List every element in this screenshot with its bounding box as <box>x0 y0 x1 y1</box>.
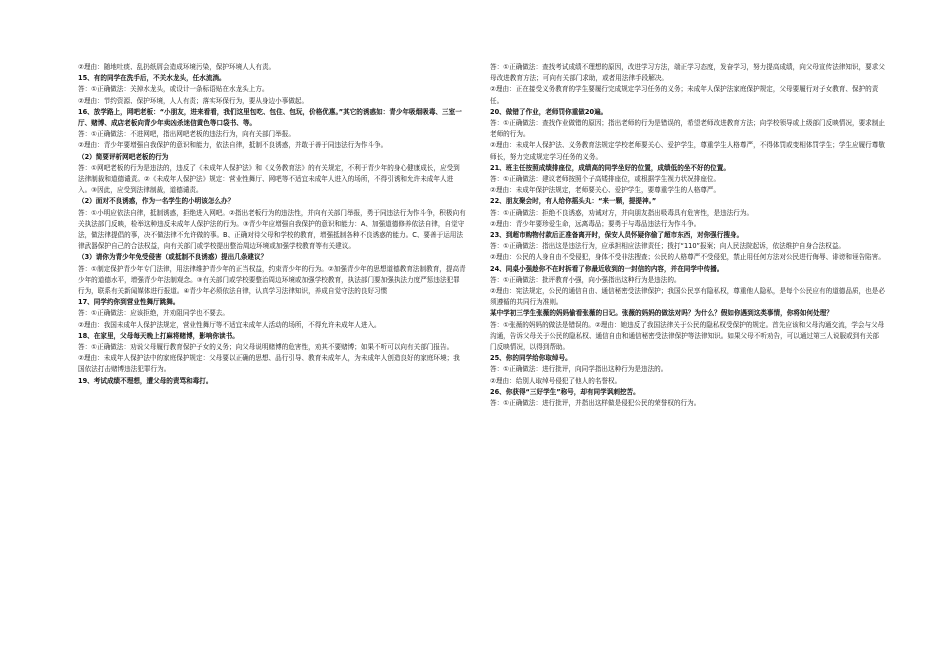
question-heading: 15、有的同学在洗手后，不关水龙头，任水流淌。 <box>78 74 226 83</box>
answer-text: 答：①正确做法：应该拒绝，并劝阻同学也不要去。 <box>78 309 229 318</box>
answer-text: ②理由：未成年保护法规定，老师要关心、爱护学生，要尊重学生的人格尊严。 <box>490 186 721 195</box>
answer-text: 答：①小明应依法自律，抵制诱惑，拒绝进入网吧。②指出老板行为的违法性，并向有关部门举报，勇于同违法行为作斗争，积极向有关执法部门反映，检举这种违反未成年人保护法的行为。③青少年应增强自我保护的意识和能力：A、加强道德修养依法自律，自觉守法，做法律提倡的事，决不做法律不允许做的事。B、正确对待父母和学校的教育，增强抵制各种不良诱惑的能力。C、要善于运用法律武器保护自己的合法权益，向有关部门或学校提出整治周边环境或加强学校教育等有关建议。 <box>78 208 466 251</box>
question-heading: （3）请你为青少年免受侵害（或抵制不良诱惑）提出几条建议？ <box>78 253 268 262</box>
answer-text: 答：①正确做法：建议老师按照个子高矮排座位，或根据学生视力状况排座位。 <box>490 175 721 184</box>
answer-text: 答：①正确做法：进行批评，向同学指出这种行为是违法的。 <box>490 365 668 374</box>
answer-text: ②理由：宪法规定，公民的通信自由、通信秘密受法律保护；我国公民享有隐私权，尊重他人隐私，是每个公民应有的道德品质，也是必须遵循的共同行为准则。 <box>490 287 885 307</box>
question-heading: 17、同学约你到营业性舞厅跳舞。 <box>78 298 180 307</box>
answer-text: 答：①正确做法：查找作业做错的原因；指出老师的行为是错误的，希望老师改进教育方法；向学校领导或上级部门反映情况，要求制止老师的行为。 <box>490 119 885 139</box>
question-heading: 26、你获得“三好学生”称号，却有同学讽刺挖苦。 <box>490 387 640 396</box>
answer-text: 答：①制定保护青少年专门法律，用法律维护青少年的正当权益，约束青少年的行为。②加强青少年的思想道德教育法制教育，提高青少年的道德水平，增强青少年法制观念。③有关部门或学校要整治周边环境或加强学校教育，执法部门要加强执法力度严惩违法犯罪行为，联系有关新闻媒体进行报道。④青少年必须依法自律，认真学习法律知识，养成自觉守法的良好习惯 <box>78 264 466 296</box>
answer-text: 答：①正确做法：指出这是违法行为，应承担相应法律责任；拨打“110”报案；向人民法院起诉，依法维护自身合法权益。 <box>490 242 846 251</box>
question-heading: （2）面对不良诱惑，作为一名学生的小明该怎么办？ <box>78 197 235 206</box>
answer-text: ②理由：我国未成年人保护法规定，营业性舞厅等不适宜未成年人活动的场所，不得允许未成年人进入。 <box>78 320 381 329</box>
answer-text: 答：①正确做法：关掉水龙头，或设计一条标语贴在水龙头上方。 <box>78 85 269 94</box>
answer-text: 答：①正确做法：不进网吧，指出网吧老板的违法行为，向有关部门举报。 <box>78 130 295 139</box>
question-heading: 19、考试成绩不理想，遭父母的责骂和毒打。 <box>78 376 213 385</box>
answer-text: ②理由：未成年人保护法中的家庭保护规定：父母要以正确的思想、品行引导、教育未成年人，为未成年人创造良好的家庭环境；我国依法打击赌博违法犯罪行为。 <box>78 354 460 374</box>
left-column <box>78 62 466 387</box>
answer-text: ②理由：正在接受义务教育的学生要履行完成规定学习任务的义务；未成年人保护法家庭保护规定，父母要履行对子女教育、保护的责任。 <box>490 85 879 105</box>
answer-text: ②理由：随地吐痰、乱扔纸屑会造成环境污染，保护环境人人有责。 <box>78 63 276 71</box>
question-heading: 某中学初三学生张薇的妈妈偷看张薇的日记。张薇的妈妈的做法对吗？为什么？假如你遇到这类事情，你将如何处理？ <box>490 309 833 318</box>
answer-text: 答：①正确做法：查找考试成绩不理想的原因，改进学习方法，端正学习态度，发奋学习，努力提高成绩，向父母宣传法律知识，要求父母改进教育方法；可向有关部门求助，或者用法律手段解决。 <box>490 63 885 83</box>
answer-text: 答：①网吧老板的行为是违法的，违反了《未成年人保护法》和《义务教育法》的有关规定，不利于青少年的身心健康成长，应受到法律制裁和道德谴责。②《未成年人保护法》规定：营业性舞厅、网吧等不适宜未成年人进入的场所，不得引诱和允许未成年人进入。③因此，应受到法律制裁，道德谴责。 <box>78 163 460 195</box>
answer-text: ②理由：节约资源、保护环境，人人有责；落实环保行为，要从身边小事做起。 <box>78 96 309 105</box>
answer-text: 答：①正确做法：批评教育小强，向小强指出这种行为是违法的。 <box>490 275 681 284</box>
answer-text: ②理由：青少年要珍爱生命，远离毒品；要勇于与毒品违法行为作斗争。 <box>490 219 701 228</box>
question-heading: （2）简要评析网吧老板的行为 <box>78 152 169 161</box>
question-heading: 23、到超市购物付款后正准备离开时，保安人员怀疑你偷了超市东西，对你强行搜身。 <box>490 231 744 240</box>
question-heading: 24、同桌小强趁你不在时拆看了你最近收到的一封信的内容，并在同学中传播。 <box>490 264 724 273</box>
question-heading: 21、班主任按照成绩排座位，成绩高的同学坐好的位置，成绩低的坐不好的位置。 <box>490 163 730 172</box>
answer-text: 答：①正确做法：劝说父母履行教育保护子女的义务；向父母说明赌博的危害性，劝其不要赌博；如果不听可以向有关部门报告。 <box>78 343 454 352</box>
question-heading: 22、朋友聚会时，有人给你摇头丸：“来一颗，提提神。” <box>490 197 657 206</box>
question-heading: 16、放学路上，网吧老板：“小朋友，进来看看，我们这里包吃、包住、包玩，价格优惠。”其它的诱惑如：青少年吸烟吸毒、三室一厅、赌博、成店老板向青少年卖凶杀迷信黄色等口袋书、等。 <box>78 107 462 128</box>
question-heading: 18、在家里，父母每天晚上打麻将赌博，影响你读书。 <box>78 331 239 340</box>
answer-text: 答：①正确做法：进行批评，并指出这样做是侵犯公民的荣誉权的行为。 <box>490 399 701 408</box>
answer-text: ②理由：公民的人身自由不受侵犯，身体不受非法搜查；公民的人格尊严不受侵犯，禁止用任何方法对公民进行侮辱、诽谤和诬告陷害。 <box>490 253 885 262</box>
answer-text: ②理由：未成年人保护法、义务教育法规定学校老师要关心、爱护学生，尊重学生人格尊严，不得体罚或变相体罚学生；学生应履行尊敬师长，努力完成规定学习任务的义务。 <box>490 141 885 161</box>
answer-text: ②理由：给别人取绰号侵犯了他人的名誉权。 <box>490 376 622 385</box>
answer-text: ②理由：青少年要增强自我保护的意识和能力，依法自律，抵制不良诱惑，并敢于善于同违法行为作斗争。 <box>78 141 388 150</box>
right-column <box>490 62 885 409</box>
answer-text: 答：①张薇的妈妈的做法是错误的。②理由：她违反了我国法律关于公民的隐私权受保护的规定。首先应该和父母沟通交流，学会与父母沟通，告诉父母关于公民的隐私权、通信自由和通信秘密受法律保护等法律知识。如果父母不听劝告，可以通过第三人说服或到有关部门反映情况，以得到帮助。 <box>490 320 885 352</box>
question-heading: 25、你的同学给你取绰号。 <box>490 354 572 363</box>
answer-text: 答：①正确做法：拒绝不良诱惑，劝诫对方，并向朋友指出吸毒具有危害性，是违法行为。 <box>490 208 754 217</box>
question-heading: 20、做错了作业，老师罚你重做20遍。 <box>490 107 608 116</box>
